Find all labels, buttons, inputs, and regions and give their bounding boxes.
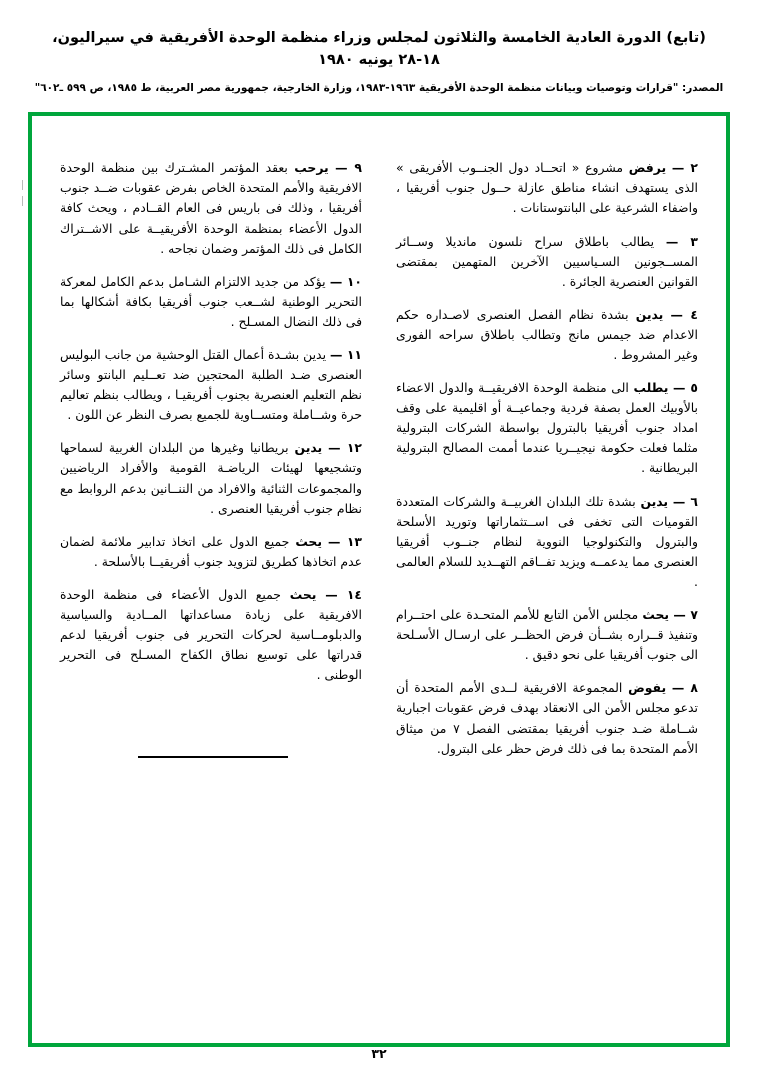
paragraph-text: بريطانيا وغيرها من البلدان الغربية لسماحها وتشجيعها لهيئات الرياضـة القومية والأفراد الرياضيين والمجموعات الثنائية والافراد من الننــانين بدعم الروابط مع نظام جنوب أفريقيا العنصرى . [60,440,362,516]
paragraph [60,438,362,518]
paragraph-number: ١٣ — [328,533,362,549]
paragraph-number: ٤ — [670,306,698,322]
paragraph-text: يدين بشـدة أعمال القتل الوحشية من جانب البوليس العنصرى ضـد الطلبة المحتجين ضد تعــليم البانتو وسائر نظم التعليم العنصرية بجنوب أفريقيـا ، ويطالب بنظم تعاليم حرة وشــاملة ومتســاوية للجميع بصرف النظر عن اللون . [60,347,362,423]
paragraph-text: يطالب باطلاق سراح نلسون مانديلا وســائر المســجونين السـياسيين الآخرين المتهمين بمقتضى القوانين العنصرية الجائرة . [396,233,698,289]
paragraph-number: ٢ — [671,160,698,176]
paragraph-number: ٥ — [673,380,698,396]
margin-tick [22,180,23,190]
paragraph-number: ١٤ — [325,586,362,602]
paragraph-lead-verb: يحث [289,586,317,602]
paragraph [396,158,698,218]
paragraph-number: ٣ — [665,233,698,249]
paragraph [396,678,698,758]
paragraph [60,158,362,258]
paragraph [396,378,698,478]
paragraph [60,272,362,332]
paragraph-text: بعقد المؤتمر المشـترك بين منظمة الوحدة الافريقية والأمم المتحدة الخاص بفرض عقوبات ضــد جنوب أفريقيا ، وذلك فى باريس فى العام القــادم ، ويحث كافة الدول الأعضاء بمنظمة الوحدة الأفريقيــة على الاشــتراك الكامل فى ذلك المؤتمر وضمان نجاحه . [60,160,362,256]
page-footer [0,1043,758,1062]
paragraph-lead-verb: يفوض [628,680,667,696]
paragraph [60,345,362,425]
paragraph [396,305,698,365]
paragraph [396,492,698,592]
column-left [60,158,362,771]
page-number: ٣٢ [371,1046,387,1061]
paragraph [396,605,698,665]
page-title: (تابع) الدورة العادية الخامسة والثلاثون لمجلس وزراء منظمة الوحدة الأفريقية في سيراليون، ١٨-٢٨ يونيه ١٩٨٠ [52,30,706,68]
paragraph [60,532,362,572]
section-divider-wrapper [60,756,366,758]
paragraph-lead-verb: يطلب [633,380,669,396]
paragraph-number: ٩ — [335,160,362,176]
paragraph-number: ٨ — [671,680,698,696]
paragraph-lead-verb: يرفض [628,160,667,176]
paragraph-text: يؤكد من جديد الالتزام الشـامل بدعم الكامل لمعركة التحرير الوطنية لشــعب جنوب أفريقيا بكافة أشكالها بما فى ذلك النضال المسـلح . [60,273,362,329]
paragraph-lead-verb: يدين [640,493,669,509]
green-border-frame [28,112,730,1047]
section-divider [138,756,288,758]
source-note: المصدر: "قرارات وتوصيات وبيانات منظمة الوحدة الأفريقية ١٩٦٣-١٩٨٣، وزارة الخارجية، جمهورية مصر العربية، ط ١٩٨٥، ص ٥٩٩ ـ٦٠٢" [34,81,724,94]
paragraph-number: ٧ — [673,607,698,623]
paragraph-lead-verb: يرحب [294,160,329,176]
column-right [396,158,698,771]
paragraph-number: ١٢ — [328,440,362,456]
paragraph-lead-verb: يحث [295,533,323,549]
paragraph-text: جميع الدول على اتخاذ تدابير ملائمة لضمان عدم اتخاذها كطريق لتزويد جنوب أفريقيــا بالأسلحة . [60,533,362,569]
paragraph-lead-verb: يدين [294,440,323,456]
paragraph-number: ١٠ — [329,273,362,289]
page-header [0,0,758,96]
paragraph-text: مجلس الأمن التابع للأمم المتحـدة على احتــرام وتنفيذ قــراره بشــأن فرض الحظــر على ارسـال الأسـلحة الى جنوب أفريقيا على نحو دقيق . [396,607,698,663]
paragraph [396,232,698,292]
paragraph-text: الى منظمة الوحدة الافريقيــة والدول الاعضاء بالأوبيك العمل بصفة فردية وجماعيــة أو اقليمية على وقف امداد جنوب أفريقيا بالبترول بواسطة الشركات البترولية مثلما فعلت حكومة نيجيــريا عندما أممت المصالح البترولية البريطانية . [396,380,698,476]
paragraph-text: المجموعة الافريقية لــدى الأمم المتحدة أن تدعو مجلس الأمن الى الانعقاد بهدف فرض عقوبات اجبارية شــاملة ضـد جنوب أفريقيا بمقتضى الفصل ٧ من ميثاق الأمم المتحدة بما فى ذلك فرض حظر على البترول. [396,680,698,756]
margin-tick [22,196,23,206]
paragraph-lead-verb: يحث [642,607,670,623]
paragraph-lead-verb: يدين [635,306,664,322]
paragraph [60,585,362,685]
content-frame-wrapper [28,112,730,1078]
paragraph-text: مشروع « اتحــاد دول الجنــوب الأفريقى » الذى يستهدف انشاء مناطق عازلة حــول جنوب أفريقيا ، واضفاء الشرعية على البانتوستانات . [396,160,698,216]
paragraph-text: جميع الدول الأعضاء فى منظمة الوحدة الافريقية على زيادة مساعداتها المــادية والسياسية والدبلومــاسية لحركات التحرير فى جنوب أفريقيا لدعم قدراتها على توسيع نطاق الكفاح المسـلح فى التحرير الوطنى . [60,586,362,683]
paragraph-number: ١١ — [330,347,362,362]
text-columns [60,158,698,771]
paragraph-number: ٦ — [672,493,698,509]
paragraph-text: بشدة تلك البلدان الغربيــة والشركات المتعددة القوميات التى تخفى فى اســتثماراتها وتوريد الأسلحة والبترول والتكنولوجيا النووية لنظام جنــوب أفريقيا العنصرى مما يدعمــه ويزيد تفــاقم التهــديد للسلام العالمى . [396,493,698,589]
paragraph-text: بشدة نظام الفصل العنصرى لاصـداره حكم الاعدام ضد جيمس مانج وتطالب باطلاق سراحه الفورى وغير المشروط . [396,306,698,362]
